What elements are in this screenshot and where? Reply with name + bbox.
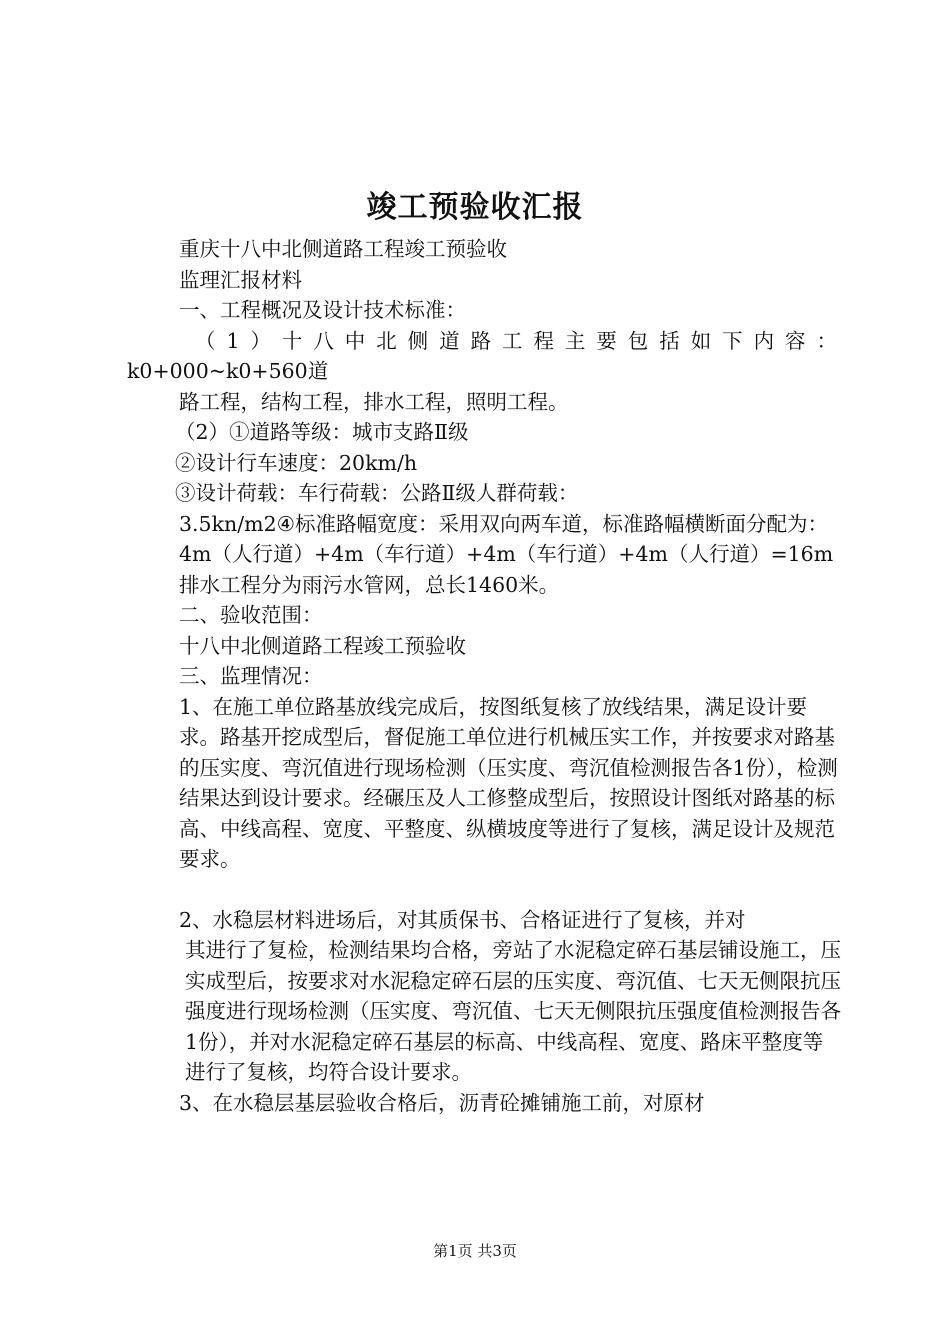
paragraph-supervision-3: 3、在水稳层基层验收合格后，沥青砼摊铺施工前，对原材 xyxy=(179,1090,705,1115)
section-heading-supervision: 三、监理情况： xyxy=(179,664,323,688)
paragraph-supervision-2-intro: 2、水稳层材料进场后，对其质保书、合格证进行了复核，并对 xyxy=(179,907,746,932)
document-body xyxy=(127,234,843,1118)
paragraph-design-load: ③设计荷载：车行荷载：公路Ⅱ级人群荷载： xyxy=(175,481,579,505)
paragraph-supervision-2-body: 其进行了复检，检测结果均合格，旁站了水泥稳定碎石基层铺设施工，压实成型后，按要求对水泥稳定碎石层的压实度、弯沉值、七天无侧限抗压强度进行现场检测（压实度、弯沉值、七天无侧限抗压强度值检测报告各1份），并对水泥稳定碎石基层的标高、中线高程、宽度、路床平整度等进行了复核，均符合设计要求。 xyxy=(185,938,841,1084)
section-heading-scope: 二、验收范围： xyxy=(179,603,323,627)
paragraph-gap xyxy=(127,875,843,905)
paragraph-supervision-1: 1、在施工单位路基放线完成后，按图纸复核了放线结果，满足设计要求。路基开挖成型后，督促施工单位进行机械压实工作，并按要求对路基的压实度、弯沉值进行现场检测（压实度、弯沉值检测报告各1份），检测结果达到设计要求。经碾压及人工修整成型后，按照设计图纸对路基的标高、中线高程、宽度、平整度、纵横坡度等进行了复核，满足设计及规范要求。 xyxy=(179,694,838,871)
paragraph-stake-range: k0+000~k0+560道 xyxy=(127,359,329,383)
paragraph-design-speed: ②设计行车速度：20km/h xyxy=(175,450,418,475)
paragraph-scope-item-1: （1）十八中北侧道路工程主要包括如下内容： xyxy=(195,328,843,353)
paragraph-road-grade: （2）①道路等级：城市支路Ⅱ级 xyxy=(175,420,469,444)
paragraph-scope: 十八中北侧道路工程竣工预验收 xyxy=(179,633,466,658)
paragraph-work-types: 路工程，结构工程，排水工程，照明工程。 xyxy=(179,389,569,414)
paragraph-road-width: 3.5kn/m2④标准路幅宽度：采用双向两车道，标准路幅横断面分配为：4m（人行道）+4m（车行道）+4m（车行道）+4m（人行道）=16m排水工程分为雨污水管网，总长1460米。 xyxy=(179,511,834,597)
paragraph-report-subtitle: 监理汇报材料 xyxy=(179,267,302,292)
paragraph-project-name: 重庆十八中北侧道路工程竣工预验收 xyxy=(179,237,507,261)
document-title: 竣工预验收汇报 xyxy=(366,190,584,225)
section-heading-overview: 一、工程概况及设计技术标准： xyxy=(179,298,466,322)
page-footer: 第1页 共3页 xyxy=(433,1242,517,1260)
